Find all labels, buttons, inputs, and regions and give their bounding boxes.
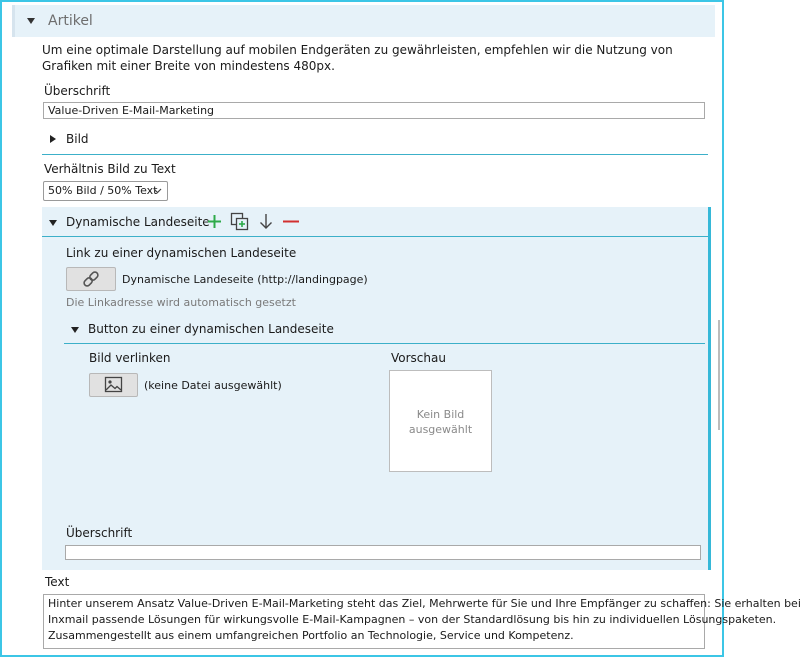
preview-line-1: Kein Bild <box>416 408 465 421</box>
panel-accent-bar <box>708 207 711 570</box>
text-label: Text <box>45 575 70 589</box>
arrow-down-icon[interactable] <box>258 212 274 231</box>
text-line-1: Hinter unserem Ansatz Value-Driven E-Mail-Marketing steht das Ziel, Mehrwerte für Sie und Ihre Empfänger zu schaffen: Sie erhalten bei <box>48 597 801 610</box>
section-title: Artikel <box>48 13 93 29</box>
section-header[interactable] <box>12 5 715 37</box>
dynamic-ueberschrift-input[interactable] <box>65 545 701 560</box>
preview-line-2: ausgewählt <box>408 423 473 436</box>
image-button[interactable] <box>89 373 138 397</box>
ueberschrift-label: Überschrift <box>44 84 111 98</box>
expand-icon[interactable] <box>50 135 56 143</box>
image-preview <box>389 370 492 472</box>
verhaeltnis-value: 50% Bild / 50% Text <box>48 184 158 197</box>
minus-icon[interactable] <box>282 214 300 229</box>
text-line-3: Zusammengestellt aus einem umfangreichen Portfolio an Technologie, Service und Kompetenz. <box>48 629 574 642</box>
link-button[interactable] <box>66 267 116 291</box>
no-file-text: (keine Datei ausgewählt) <box>144 379 282 392</box>
bild-toggle[interactable]: Bild <box>66 132 89 146</box>
ueberschrift-input[interactable]: Value-Driven E-Mail-Marketing <box>43 102 705 119</box>
text-line-2: Inxmail passende Lösungen für wirkungsvolle E-Mail-Kampagnen – von der Standardlösung bis hin zu individuellen Lösungspaketen. <box>48 613 777 626</box>
link-hint: Die Linkadresse wird automatisch gesetzt <box>66 296 296 309</box>
divider <box>64 343 705 344</box>
collapse-icon[interactable] <box>71 327 79 333</box>
scrollbar[interactable] <box>718 320 720 430</box>
button-section-title: Button zu einer dynamischen Landeseite <box>88 322 334 336</box>
plus-icon[interactable] <box>206 213 223 230</box>
bild-verlinken-label: Bild verlinken <box>89 351 171 365</box>
info-text: Um eine optimale Darstellung auf mobilen Endgeräten zu gewährleisten, empfehlen wir die Nutzung von Grafiken mit einer Breite von mindestens 480px. <box>42 43 673 73</box>
vorschau-label: Vorschau <box>391 351 446 365</box>
dynamic-landing-panel <box>42 207 708 570</box>
link-value: Dynamische Landeseite (http://landingpage) <box>122 273 368 286</box>
verhaeltnis-label: Verhältnis Bild zu Text <box>44 162 176 176</box>
divider <box>42 236 708 237</box>
dynamic-title: Dynamische Landeseite <box>66 215 210 229</box>
text-area[interactable] <box>43 594 801 649</box>
image-icon <box>90 374 137 396</box>
verhaeltnis-select[interactable] <box>43 181 168 201</box>
link-label: Link zu einer dynamischen Landeseite <box>66 246 297 260</box>
chevron-down-icon <box>153 186 162 195</box>
dynamic-ueberschrift-label: Überschrift <box>66 526 133 540</box>
divider <box>42 154 708 155</box>
collapse-icon[interactable] <box>49 220 57 226</box>
link-icon <box>67 268 115 290</box>
collapse-icon[interactable] <box>27 18 35 24</box>
duplicate-icon[interactable] <box>230 212 250 231</box>
